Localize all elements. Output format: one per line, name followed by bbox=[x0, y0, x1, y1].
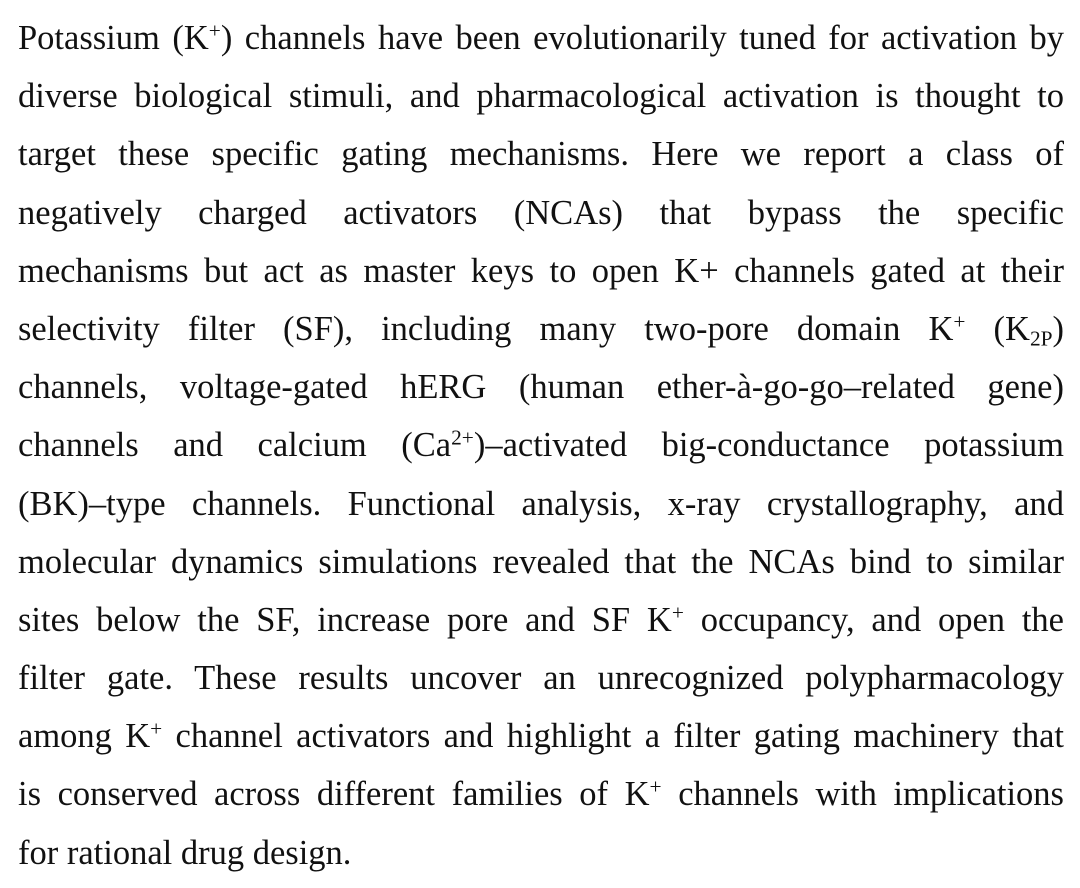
text-line: diverse biological stimuli, and pharmacological activation is thought to bbox=[18, 77, 1064, 116]
text-line: sites below the SF, increase pore and SF K+ occupancy, and open the bbox=[18, 600, 1064, 639]
text-line: molecular dynamics simulations revealed that the NCAs bind to similar bbox=[18, 542, 1064, 581]
abstract-paragraph bbox=[18, 9, 1064, 882]
text-line: Potassium (K+) channels have been evolutionarily tuned for activation by bbox=[18, 18, 1064, 57]
text-line: channels, voltage-gated hERG (human ether-à-go-go–related gene) bbox=[18, 368, 1064, 407]
text-line: filter gate. These results uncover an unrecognized polypharmacology bbox=[18, 659, 1064, 698]
text-line: (BK)–type channels. Functional analysis, x-ray crystallography, and bbox=[18, 484, 1064, 523]
text-line: mechanisms but act as master keys to open K+ channels gated at their bbox=[18, 251, 1064, 290]
text-line: target these specific gating mechanisms. Here we report a class of bbox=[18, 135, 1064, 174]
text-line: channels and calcium $(Ca^{2+})$–activated big-conductance potassium bbox=[18, 425, 1064, 465]
text-line: negatively charged activators (NCAs) that bypass the specific bbox=[18, 193, 1064, 232]
text-line: selectivity filter (SF), including many two-pore domain K+ $(K_{2P})$ bbox=[18, 309, 1064, 351]
text-line-last: for rational drug design. bbox=[18, 833, 352, 872]
text-line: is conserved across different families of K+ channels with implications bbox=[18, 774, 1064, 814]
text-line: among K+ channel activators and highlight a filter gating machinery that bbox=[18, 716, 1064, 756]
